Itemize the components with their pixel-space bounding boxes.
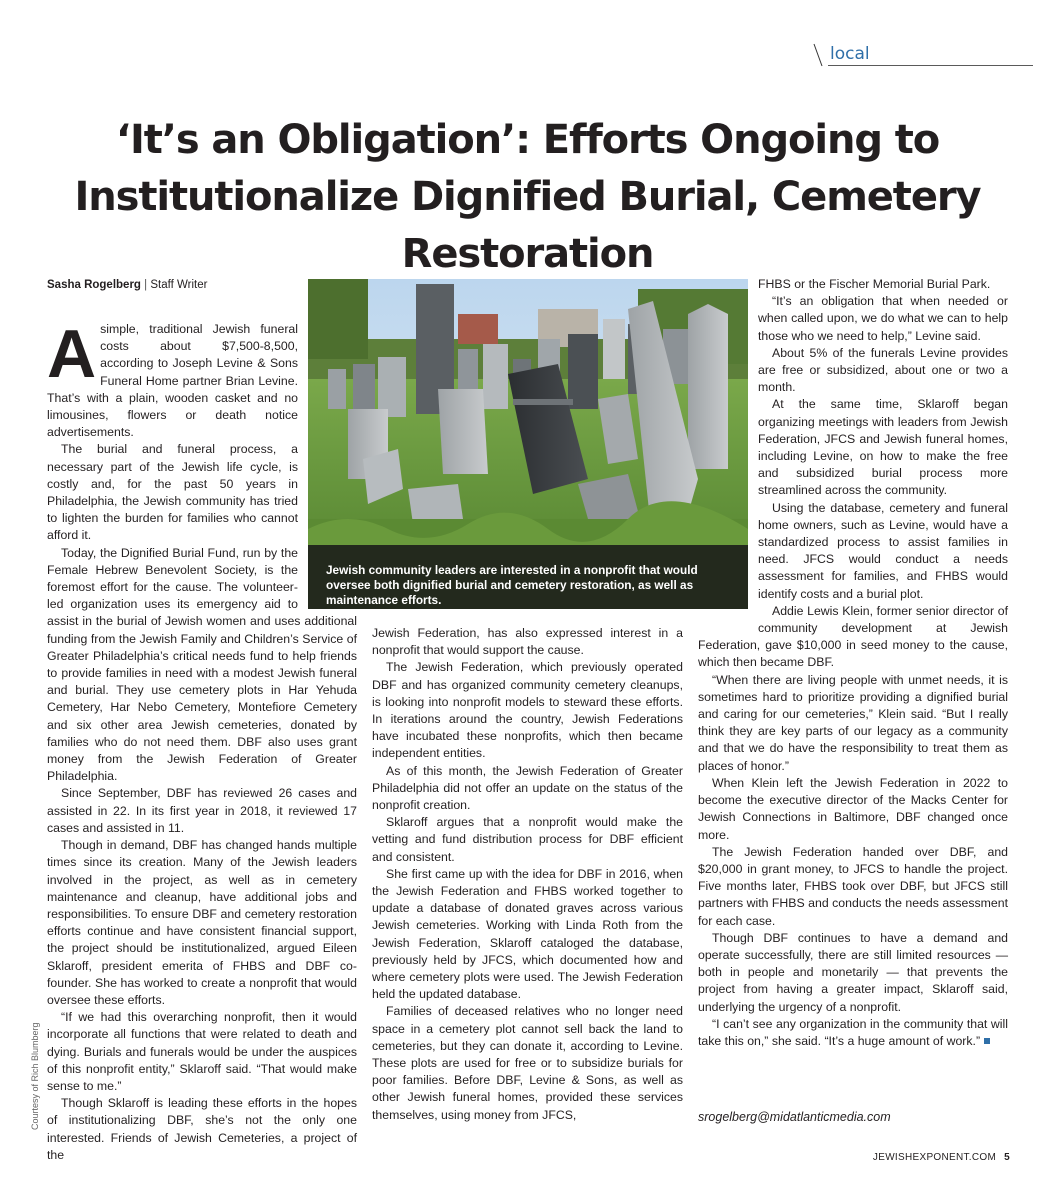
byline	[47, 279, 207, 291]
paragraph: Sklaroff argues that a nonprofit would make the vetting and fund distribution process for DBF efficient and consistent.	[372, 815, 683, 864]
paragraph: The Jewish Federation, which previously operated DBF and has organized community cemetery cleanups, is looking into nonprofit models to steward these efforts. In iterations around the country, Jewish Federations have incubated these nonprofits, which then became independent entities.	[372, 660, 683, 761]
paragraph: About 5% of the funerals Levine provides are free or subsidized, about one or two a month.	[758, 345, 1008, 395]
author-name: Sasha Rogelberg	[47, 279, 141, 291]
section-tag	[808, 44, 1033, 66]
paragraph: Using the database, cemetery and funeral home owners, such as Levine, would have a standardized process to assist families in need. JFCS would conduct a needs assessment for families, and FHBS would identify costs and a burial plot.	[758, 500, 1008, 601]
footer-site[interactable]: JEWISHEXPONENT.COM	[872, 1152, 997, 1163]
byline-separator: |	[144, 279, 148, 291]
paragraph: At the same time, Sklaroff began organizing meetings with leaders from Jewish Federation, JFCS and Jewish funeral homes, including Levine, on how to make the free and subsidized burial process more streamlined across the community.	[758, 397, 1008, 498]
paragraph: “It’s an obligation that when needed or when called upon, we do what we can to help those who we need to help,” Levine said.	[758, 294, 1008, 343]
section-rule	[828, 65, 1033, 66]
paragraph: The Jewish Federation handed over DBF, and $20,000 in grant money, to JFCS to handle the project. Five months later, FHBS took over DBF, but JFCS still partners with FHBS and conducts the needs assessment for each case.	[698, 844, 1008, 928]
page-footer	[873, 1152, 1010, 1163]
paragraph-text: “I can’t see any organization in the community that will take this on,” she said. “It’s a huge amount of work.”	[698, 1016, 1008, 1048]
paragraph: Since September, DBF has reviewed 26 cases and assisted in 22. In its first year in 2018, it reviewed 17 cases and assisted in 11.	[47, 786, 357, 835]
photo-caption: Jewish community leaders are interested in a nonprofit that would oversee both dignified burial and cemetery restoration, as well as maintenance efforts.	[308, 545, 748, 609]
author-email[interactable]: srogelberg@midatlanticmedia.com	[698, 1110, 891, 1124]
paragraph: When Klein left the Jewish Federation in 2022 to become the executive director of the Macks Center for Jewish Connections in Baltimore, DBF changed once more.	[698, 775, 1008, 842]
paragraph: Today, the Dignified Burial Fund, run by the Female Hebrew Benevolent Society, is the foremost effort for the cause. The volunteer-led organization uses its emergency aid to assist in the burial of Jewish women and uses additional funding from the Jewish Family and Children’s Service of Greater Philadelphia’s critical needs fund to help friends to provide families in need with a modest Jewish funeral and burial. They use cemetery plots in Har Yehuda Cemetery, Har Nebo Cemetery, Montefiore Cemetery and six other area Jewish cemeteries, donated by families who do not need them. DBF also uses grant money from the Jewish Federation of Greater Philadelphia.	[47, 545, 357, 784]
paragraph: FHBS or the Fischer Memorial Burial Park.	[758, 277, 991, 291]
article-column-2	[372, 625, 683, 1124]
paragraph-text: simple, traditional Jewish funeral costs about $7,500-8,500, according to Joseph Levine & Sons Funeral Home partner Brian Levine. That’s with a plain, wooden casket and no limousines, flowers or death notice advertisements.	[47, 322, 298, 440]
paragraph: Jewish Federation, has also expressed interest in a nonprofit that would support the cause.	[372, 626, 683, 658]
paragraph: Families of deceased relatives who no longer need space in a cemetery plot cannot sell back the land to cemeteries, but they can donate it, according to Levine. These plots are used for free or to subsidize burials for poor families. Before DBF, Levine & Sons, as well as other Jewish funeral homes, provided these services themselves, using money from JFCS,	[372, 1004, 683, 1122]
section-label: local	[830, 44, 870, 64]
paragraph: As of this month, the Jewish Federation of Greater Philadelphia did not offer an update on the status of the nonprofit creation.	[372, 763, 683, 813]
end-mark-icon	[984, 1038, 990, 1044]
paragraph: “When there are living people with unmet needs, it is sometimes hard to prioritize providing a dignified burial and caring for our cemeteries,” Klein said. “But I really think they are key parts of our legacy as a community and that we do have the responsibility to treat them as places of honor.”	[698, 672, 1008, 773]
paragraph: The burial and funeral process, a necessary part of the Jewish life cycle, is costly and, for the past 50 years in Philadelphia, the Jewish community has tried to lighten the burden for families who cannot afford it.	[47, 442, 298, 543]
drop-cap: A	[47, 316, 97, 392]
paragraph: She first came up with the idea for DBF in 2016, when the Jewish Federation and FHBS worked together to update a database of donated graves across various Jewish cemeteries. Working with Linda Roth from the Jewish Federation, Sklaroff cataloged the database, previously held by JFCS, which documented how and where cemetery plots were used. The Jewish Federation held the updated database.	[372, 866, 683, 1002]
paragraph: Addie Lewis Klein, former senior director of community development at Jewish Federation, gave $10,000 in seed money to the cause, which then became DBF.	[698, 603, 1008, 670]
paragraph: “If we had this overarching nonprofit, then it would incorporate all functions that were related to death and dying. Burials and funerals would be under the auspices of this nonprofit entity,” Sklaroff said. “That would make sense to me.”	[47, 1010, 357, 1093]
slash-icon	[808, 42, 826, 68]
headline: ‘It’s an Obligation’: Efforts Ongoing to Institutionalize Dignified Burial, Cemetery Restoration	[74, 117, 981, 277]
photo-credit: Courtesy of Rich Blumberg	[30, 1022, 40, 1130]
paragraph: Though in demand, DBF has changed hands multiple times since its creation. Many of the Jewish leaders involved in the project, as well as in cemetery maintenance and cleanup, have additional jobs and responsibilities. To ensure DBF and cemetery restoration efforts continue and have consistent financial support, the project should be institutionalized, argued Eileen Sklaroff, president emerita of FHBS and DBF co-founder. She has worked to create a nonprofit that would oversee these efforts.	[47, 838, 357, 1007]
paragraph: Though Sklaroff is leading these efforts in the hopes of institutionalizing DBF, she’s not the only one interested. Friends of Jewish Cemeteries, a project of the	[47, 1096, 357, 1162]
paragraph: Though DBF continues to have a demand and operate successfully, there are still limited resources — both in people and monetarily — that prevents the project from having a greater impact, Sklaroff said, underlying the urgency of a nonprofit.	[698, 930, 1008, 1014]
page-number: 5	[1004, 1152, 1010, 1163]
author-role: Staff Writer	[150, 279, 208, 291]
paragraph	[698, 1016, 1008, 1050]
